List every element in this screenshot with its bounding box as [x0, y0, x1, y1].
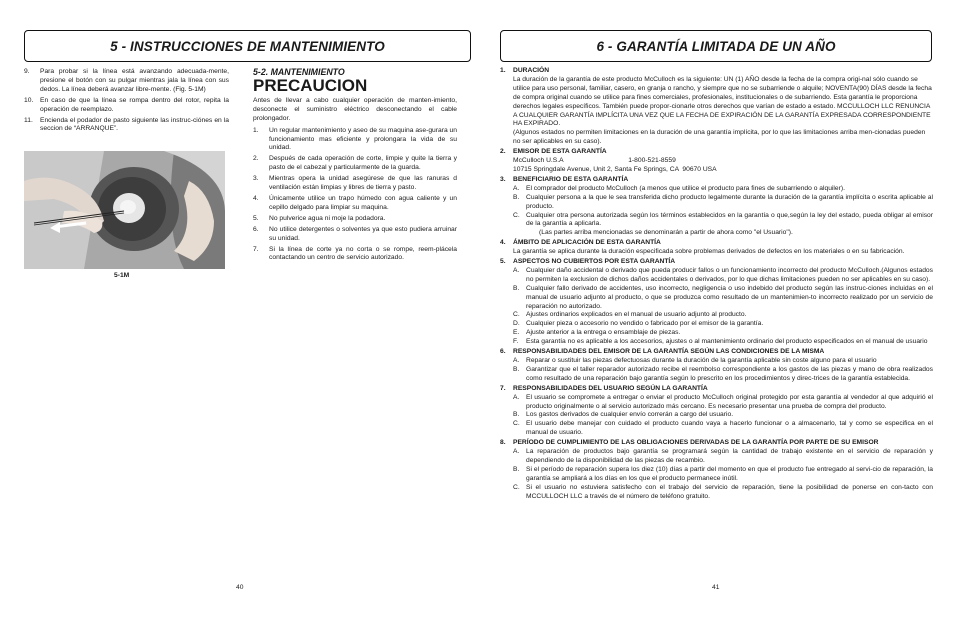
section-heading: [500, 348, 933, 357]
list-item: [500, 212, 933, 230]
item-text: Para probar si la línea está avanzando adecuada-mente, presione el botón con su pulgar mientras jala la línea con sus dedos. La línea deberá avanzar libre-mente. (Fig. 5-1M): [40, 68, 229, 93]
section-paragraph: La garantía se aplica durante la duración especificada sobre problemas derivados de defectos en los materiales o en su fabricación.: [513, 248, 905, 256]
section-heading: [500, 67, 933, 76]
section-number: 7.: [500, 384, 506, 392]
list-item: [500, 311, 933, 320]
warranty-section: [500, 67, 933, 147]
item-text: Mientras opera la unidad asegúrese de que las ranuras d ventilación están limpias y libres de tierra y pasto.: [269, 175, 457, 192]
item-text: El usuario se compromete a entregar o enviar el producto McCulloch original protegido por esta garantía al vendedor al que adquirió el producto originalmente o al servicio autorizado más cercano. Es necesario presentar una prueba de compra del producto.: [526, 393, 933, 410]
list-item: [500, 411, 933, 420]
section-number: 1.: [500, 67, 506, 74]
item-letter: C.: [513, 483, 520, 491]
page-number: 41: [712, 584, 720, 591]
item-text: Cualquier otra persona autorizada según los términos establecidos en la garantía o que,según la ley del estado, pueda obligar al emisor de la garantía a aplicarla.: [526, 211, 933, 228]
section-banner-maintenance: [24, 30, 471, 62]
item-text: Si la línea de corte ya no corta o se rompe, reem-plácela contactando un centro de servicio autorizado.: [269, 245, 457, 262]
item-number: 9.: [24, 68, 30, 75]
trimmer-head-photo: [24, 151, 225, 269]
warranty-sections: [500, 66, 933, 502]
item-text: Ajuste anterior a la entrega o ensamblaje de piezas.: [526, 329, 681, 337]
item-letter: B.: [513, 284, 520, 292]
section-number: 8.: [500, 439, 506, 447]
item-text: Cualquier persona a la que le sea transferida dicho producto legalmente durante la duración de la garantía implícita o escrita aplicable al producto.: [526, 193, 933, 210]
item-letter: B.: [513, 193, 520, 201]
list-item: [500, 229, 933, 238]
item-text: El usuario debe manejar con cuidado el producto cuando vaya a hacerlo funcionar o a almacenarlo, tal y como se especifica en el manual de usuario.: [526, 420, 933, 437]
item-letter: B.: [513, 465, 520, 473]
section-heading-text: DURACIÓN: [513, 67, 550, 74]
item-number: 1.: [253, 126, 259, 134]
item-letter: A.: [513, 357, 520, 364]
section-number: 3.: [500, 175, 506, 183]
section-heading: [500, 148, 933, 157]
list-item: [500, 448, 933, 466]
list-item: [253, 226, 457, 244]
section-paragraph: La duración de la garantía de este producto McCulloch es la siguiente: UN (1) AÑO desde la fecha de la compra origi-nal sólo cuando se utilice para uso personal, familiar, casero, en granja o rancho, y siempre que no se subarriende o alquile; NOVENTA(90) DÍAS desde la fecha de compra original cuando se utilice para fines comerciales, profesionales, institucionales o de subarriendo. Esta garantía le proporciona derechos legales específicos. También puede propor-cionarle otros derechos que varían de estado a estado. MCCULLOCH LLC RENUNCIA A CUALQUIER GARANTÍA IMPLÍCITA UNA VEZ QUE LA FECHA DE EXPIRACIÓN DE LA GARANTÍA EXPRESADA CORRESPONDIENTE HA EXPIRADO.: [513, 75, 932, 128]
item-text: Ajustes ordinarios explicados en el manual de usuario adjunto al producto.: [526, 311, 747, 319]
item-text: Después de cada operación de corte, limpie y quite la tierra y pasto de el cabezal y particularmente de la guarda.: [269, 155, 457, 172]
item-letter: C.: [513, 211, 520, 219]
section-paragraph: (Algunos estados no permiten limitaciones en la duración de una garantía implícita, por lo que las limitaciones arriba men-cionadas pueden no ser aplicables en su caso).: [513, 129, 926, 146]
item-letter: B.: [513, 365, 520, 373]
item-text: Cualquier fallo derivado de accidentes, uso incorrecto, negligencia o uso indebido del producto según las instruc-ciones incluidas en el manual de usuario adjunto al producto, o que se produzca como resultado de un mantenimien-to incorrecto realizado por un servicio de reparación no autorizado.: [526, 284, 933, 310]
list-item: [253, 155, 457, 173]
list-item: [24, 68, 229, 95]
section-heading-text: BENEFICIARIO DE ESTA GARANTÍA: [513, 175, 629, 183]
item-letter: [513, 229, 526, 238]
list-item: [500, 420, 933, 438]
section-heading: [500, 239, 933, 248]
item-letter: A.: [513, 266, 520, 274]
item-letter: F.: [513, 338, 519, 346]
section-heading-text: RESPONSABILIDADES DEL EMISOR DE LA GARANTÍA SEGÚN LAS CONDICIONES DE LA MISMA: [513, 348, 825, 356]
list-item: [253, 127, 457, 154]
warranty-section: [500, 148, 933, 175]
section-number: 2.: [500, 148, 506, 156]
item-number: 6.: [253, 225, 259, 233]
caution-heading: PRECAUCION: [253, 75, 368, 95]
section-banner-warranty: [500, 30, 932, 62]
page-number: 40: [236, 584, 244, 591]
list-item: [500, 329, 933, 338]
list-item: [253, 246, 457, 264]
item-text: El comprador del producto McCulloch (a menos que utilice el producto para fines de subarriendo o alquiler).: [526, 184, 845, 192]
item-text: (Las partes arriba mencionadas se denominarán a partir de ahora como "el Usuario").: [539, 229, 793, 237]
item-number: 5.: [253, 214, 259, 222]
section-paragraph: McCulloch U.S.A 1-800-521-8559: [513, 157, 676, 165]
list-item: [500, 285, 933, 312]
warranty-section: [500, 176, 933, 238]
list-item: [500, 394, 933, 412]
section-number: 5.: [500, 258, 506, 266]
section-number: 4.: [500, 239, 506, 247]
steps-list: [24, 68, 229, 136]
warranty-section: [500, 258, 933, 347]
list-item: [24, 117, 229, 135]
item-text: No utilice detergentes o solventes ya que esto pudiera arruinar su unidad.: [269, 225, 457, 242]
item-text: Un regular mantenimiento y aseo de su maquina ase-gurara un funcionamiento mas eficiente y prolongara la vida de su unidad.: [269, 126, 457, 152]
section-heading: [500, 385, 933, 394]
item-number: 7.: [253, 245, 259, 253]
item-letter: D.: [513, 320, 520, 328]
item-text: Cualquier pieza o accesorio no vendido o fabricado por el emisor de la garantía.: [526, 320, 764, 328]
item-text: Los gastos derivados de cualquier envío correrán a cargo del usuario.: [526, 411, 734, 419]
item-number: 3.: [253, 175, 259, 183]
item-number: 2.: [253, 155, 259, 163]
section-heading: [500, 176, 933, 185]
warranty-section: [500, 385, 933, 438]
item-letter: A.: [513, 448, 520, 456]
list-item: [253, 175, 457, 193]
item-letter: C.: [513, 420, 520, 428]
warranty-section: [500, 439, 933, 501]
list-item: [500, 267, 933, 285]
item-text: Únicamente utilice un trapo húmedo con agua caliente y un cepillo delgado para limpiar su maquina.: [269, 194, 457, 211]
list-item: [500, 357, 933, 366]
section-heading-text: ÁMBITO DE APLICACIÓN DE ESTA GARANTÍA: [513, 239, 661, 247]
warranty-section: [500, 348, 933, 384]
item-letter: C.: [513, 311, 520, 319]
section-heading: [500, 439, 933, 448]
list-item: [500, 466, 933, 484]
item-text: Esta garantía no es aplicable a los accesorios, ajustes o al mantenimiento ordinario del producto especificados en el manual de usuario: [526, 338, 928, 346]
banner-title: 6 - GARANTÍA LIMITADA DE UN AÑO: [596, 38, 836, 54]
item-text: Reparar o sustituir las piezas defectuosas durante la duración de la garantía aplicable sin coste alguno para el usuario: [526, 357, 877, 364]
list-item: [500, 366, 933, 384]
list-item: [500, 185, 933, 194]
item-text: No pulverice agua ni moje la podadora.: [269, 214, 386, 222]
section-heading-text: EMISOR DE ESTA GARANTÍA: [513, 148, 607, 156]
section-paragraph: 10715 Springdale Avenue, Unit 2, Santa Fe Springs, CA 90670 USA: [513, 165, 717, 173]
item-text: Cualquier daño accidental o derivado que pueda producir fallos o un funcionamiento incorrecto del producto McCulloch.(Algunos estados no permiten la exclusion de dichos daños accidentales o derivados, por lo que dichas limitaciones pueden no ser aplicables en su caso).: [526, 266, 933, 283]
section-subtitle: 5-2. MANTENIMIENTO: [253, 67, 345, 77]
caution-intro: Antes de llevar a cabo cualquier operación de manten-imiento, desconecte el suministro eléctrico desconectando el cable prolongador.: [253, 96, 457, 122]
maintenance-section: [253, 68, 457, 265]
list-item: [500, 320, 933, 329]
list-item: [253, 215, 457, 224]
section-heading: [500, 258, 933, 267]
item-letter: E.: [513, 329, 520, 337]
section-heading-text: PERÍODO DE CUMPLIMIENTO DE LAS OBLIGACIONES DERIVADAS DE LA GARANTÍA POR PARTE DE SU EMISOR: [513, 439, 879, 447]
section-heading-text: ASPECTOS NO CUBIERTOS POR ESTA GARANTÍA: [513, 258, 676, 266]
item-letter: B.: [513, 411, 520, 419]
section-number: 6.: [500, 348, 506, 356]
item-number: 4.: [253, 194, 259, 202]
item-letter: A.: [513, 393, 520, 401]
item-number: 10.: [24, 96, 34, 104]
item-letter: A.: [513, 184, 520, 192]
list-item: [253, 195, 457, 213]
figure-caption: 5-1M: [114, 272, 130, 279]
item-text: La reparación de productos bajo garantía se programará según la cantidad de trabajo existente en el servicio de reparación y dependiendo de la disponibilidad de las piezas de recambio.: [526, 448, 933, 464]
item-number: 11.: [24, 116, 33, 124]
list-item: [500, 484, 933, 502]
item-text: Encienda el podador de pasto siguiente las instruc-ciónes en la seccion de “ARRANQUE”.: [40, 116, 229, 133]
list-item: [24, 97, 229, 115]
banner-title: 5 - INSTRUCCIONES DE MANTENIMIENTO: [110, 38, 385, 54]
trimmer-head-illustration: [24, 151, 225, 269]
item-text: Si el período de reparación supera los diez (10) días a partir del momento en que el producto fue entregado al servi-cio de reparación, la garantía se ampliará a los días en los que el producto permanece inútil.: [526, 465, 933, 482]
item-text: En caso de que la línea se rompa dentro del rotor, repita la operación de reemplazo.: [40, 96, 229, 113]
list-item: [500, 194, 933, 212]
section-heading-text: RESPONSABILIDADES DEL USUARIO SEGÚN LA GARANTÍA: [513, 384, 708, 392]
item-text: Si el usuario no estuviera satisfecho con el trabajo del servicio de reparación, tiene la posibilidad de ponerse en con-tacto con MCCULLOCH LLC a través de el número de teléfono gratuito.: [526, 483, 933, 500]
warranty-section: [500, 239, 933, 257]
item-text: Garantizar que el taller reparador autorizado recibe el reembolso correspondiente a los gastos de las piezas y mano de obra realizados como resultado de una reparación bajo garantía según lo prescrito en los procedimientos y direc-trices de la garantía establecida.: [526, 365, 933, 382]
list-item: [500, 338, 933, 347]
